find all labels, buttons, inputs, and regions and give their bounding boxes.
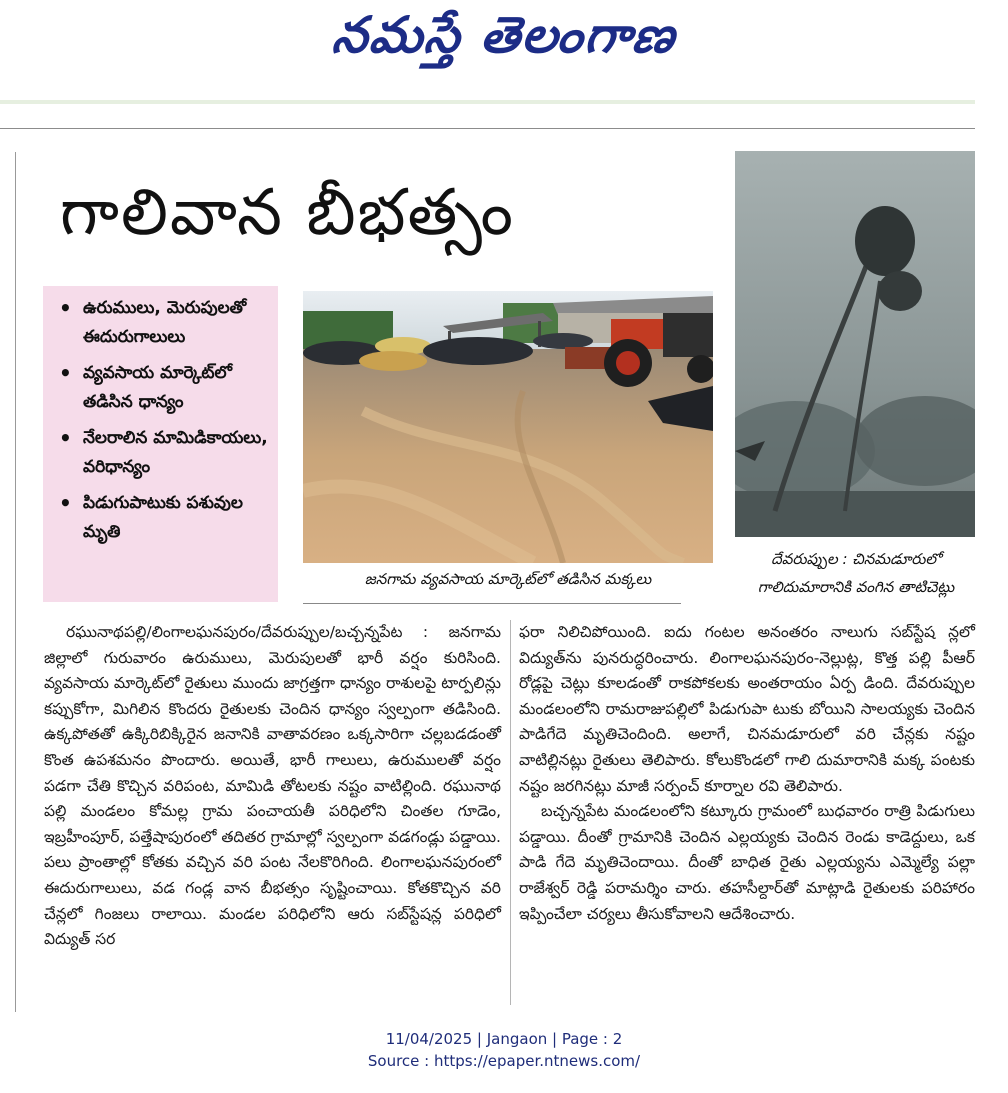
bullet-icon: •: [59, 361, 72, 385]
market-photo-caption: జనగామ వ్యవసాయ మార్కెట్‌లో తడిసిన మక్కలు: [364, 570, 652, 588]
edition-meta: 11/04/2025 | Jangaon | Page : 2: [385, 1030, 623, 1048]
highlight-item: • నేలరాలిన మామిడికాయలు, వరిధాన్యం: [59, 426, 268, 477]
article-headline: గాలివాన బీభత్సం: [60, 176, 515, 250]
bullet-icon: •: [59, 296, 72, 320]
highlight-item: • పిడుగుపాటుకు పశువుల మృతి: [59, 491, 243, 542]
market-photo: [303, 291, 713, 563]
highlight-item: • వ్యవసాయ మార్కెట్‌లో తడిసిన ధాన్యం: [59, 361, 233, 412]
caption-divider: [303, 603, 681, 604]
bullet-icon: •: [59, 426, 72, 450]
source-link[interactable]: Source : https://epaper.ntnews.com/: [367, 1052, 641, 1070]
highlight-item: • ఉరుములు, మెరుపులతో ఈదురుగాలులు: [59, 296, 247, 347]
masthead-divider: [0, 100, 975, 104]
column-divider: [510, 620, 511, 1005]
article-column-right: [519, 620, 975, 1010]
storm-photo: [735, 151, 975, 537]
bullet-icon: •: [59, 491, 72, 515]
highlights-box: [43, 286, 278, 602]
newspaper-logo: నమస్తే తెలంగాణ: [329, 6, 680, 64]
masthead: [0, 0, 1008, 80]
article-paragraph: ఫరా నిలిచిపోయింది. ఐదు గంటల అనంతరం నాలుగు సబ్‌స్టేష న్లలో విద్యుత్‌ను పునరుద్ధరించారు. లింగాలఘనపురం-నెల్లుట్ల, కొత్త పల్లి పీఆర్ రోడ్లపై చెట్లు కూలడంతో రాకపోకలకు అంతరాయం ఏర్ప డింది. దేవరుప్పుల మండలంలోని రామరాజుపల్లిలో పిడుగుపా టుకు బోయిని సాలయ్యకు చెందిన పాడిగేదె మృతిచెందింది. అలాగే, చినమడూరులో వరి చేన్లకు నష్టం వాటిల్లినట్లు రైతులు తెలిపారు. కోలుకొండలో గాలి దుమారానికి మక్క పంటకు నష్టం జరగినట్లు మాజీ సర్పంచ్ కూర్నాల రవి తెలిపారు.: [519, 623, 975, 795]
article-paragraph: బచ్చన్నపేట మండలంలోని కట్కూరు గ్రామంలో బుధవారం రాత్రి పిడుగులు పడ్డాయి. దీంతో గ్రామానికి చెందిన ఎల్లయ్యకు చెందిన రెండు కాడెద్దులు, ఒక పాడి గేదె మృతిచెందాయి. దీంతో బాధిత రైతు ఎల్లయ్యను ఎమ్మెల్యే పల్లా రాజేశ్వర్ రెడ్డి పరామర్శిం చారు. తహసీల్దార్‌తో మాట్లాడి రైతులకు పరిహారం ఇప్పించేలా చర్యలు తీసుకోవాలని ఆదేశించారు.: [519, 802, 975, 923]
article-column-left: [44, 620, 501, 1010]
section-divider: [0, 128, 975, 129]
article-paragraph: రఘునాథపల్లి/లింగాలఘనపురం/దేవరుప్పుల/బచ్చన్నపేట : జనగామ జిల్లాలో గురువారం ఉరుములు, మెరుపులతో భారీ వర్షం కురిసింది. వ్యవసాయ మార్కెట్‌లో రైతులు ముందు జాగ్రత్తగా ధాన్యం రాశులపై టార్పలిన్లు కప్పుకోగా, మిగిలిన కొందరు రైతులకు చెందిన ధాన్యం స్వల్పంగా తడిసింది. ఉక్కపోతతో ఉక్కిరిబిక్కిరైన జనానికి వాతావరణం ఒక్కసారిగా చల్లబడడంతో కొంత ఉపశమనం పొందారు. అయితే, భారీ గాలులు, ఉరుములతో వర్షం పడగా చేతి కొచ్చిన వరిపంట, మామిడి తోటలకు నష్టం వాటిల్లింది. రఘునాథ పల్లి మండలం కోమల్ల గ్రామ పంచాయతీ పరిధిలోని చింతల గూడెం, ఇబ్రహీంపూర్, పత్తేషాపురంలో తదితర గ్రామాల్లో స్వల్పంగా వడగండ్లు పడ్డాయి. పలు ప్రాంతాల్లో కోతకు వచ్చిన వరి పంట నేలకొరిగింది. లింగాలఘనపురంలో ఈదురుగాలులు, వడ గండ్ల వాన బీభత్సం సృష్టించాయి. కోతకొచ్చిన వరి చేన్లలో గింజలు రాలాయి. మండల పరిధిలోని ఆరు సబ్‌స్టేషన్ల పరిధిలో విద్యుత్ సర: [44, 623, 501, 949]
storm-photo-image: [735, 151, 975, 537]
market-photo-image: [303, 291, 713, 563]
storm-photo-caption: దేవరుప్పుల : చినమడూరులో గాలిదుమారానికి వంగిన తాటిచెట్లు: [757, 550, 955, 596]
page-footer: [0, 1028, 1008, 1084]
